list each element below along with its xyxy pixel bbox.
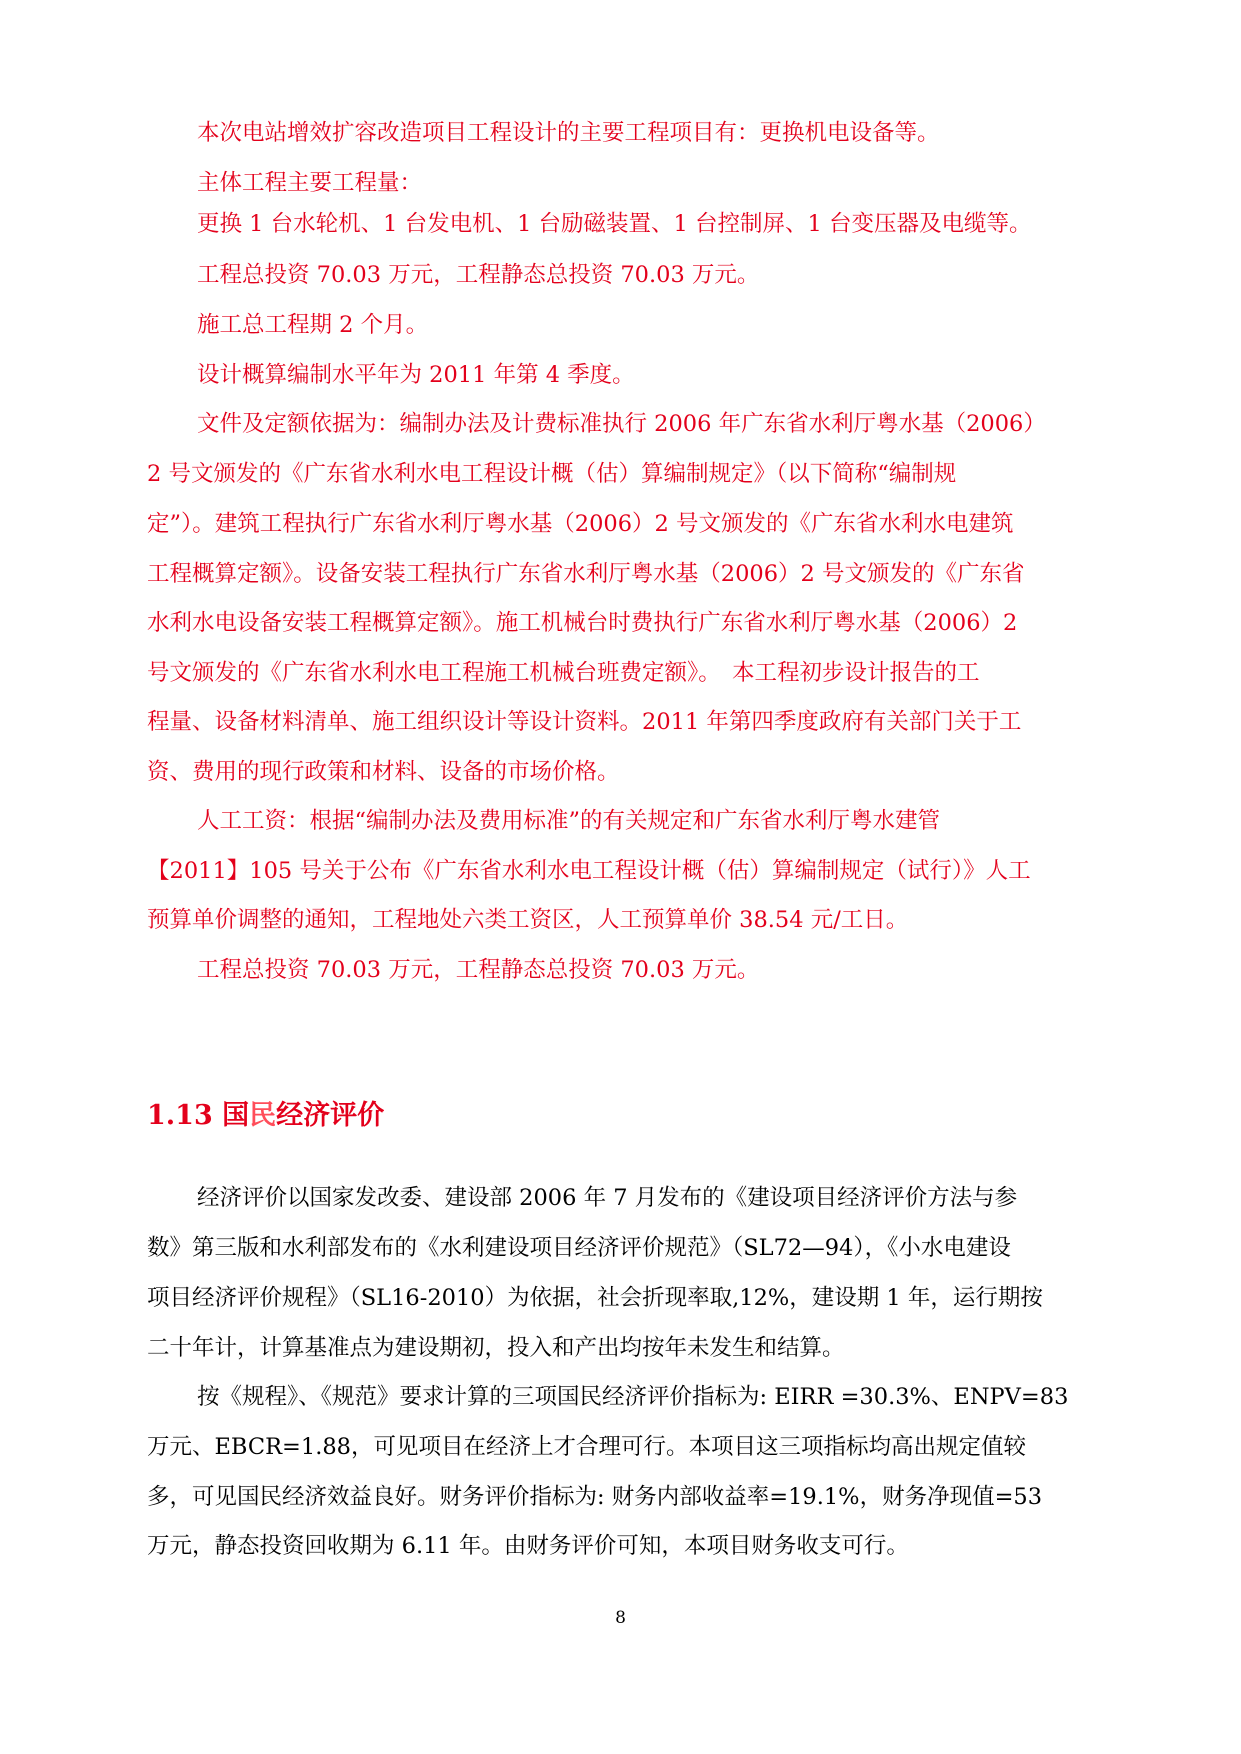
section-title-char: 民 [249,1100,277,1131]
paragraph-labor-wage-line: 预算单价调整的通知，工程地处六类工资区，人工预算单价 38.54 元/工日。 [147,907,909,933]
paragraph-economic-indicators-line: 万元、EBCR=1.88，可见项目在经济上才合理可行。本项目这三项指标均高出规定值较 [147,1434,1026,1460]
paragraph-economic-basis-line: 二十年计，计算基准点为建设期初，投入和产出均按年未发生和结算。 [147,1335,845,1361]
paragraph-economic-basis-line: 经济评价以国家发改委、建设部 2006 年 7 月发布的《建设项目经济评价方法与参 [197,1185,1018,1211]
paragraph-labor-wage-line: 人工工资：根据“编制办法及费用标准”的有关规定和广东省水利厅粤水建管 [197,808,941,834]
section-number: 1.13 [147,1100,213,1131]
paragraph-labor-wage-line: 【2011】105 号关于公布《广东省水利水电工程设计概（估）算编制规定（试行）》人工 [147,858,1031,884]
paragraph-basis-line: 号文颁发的《广东省水利水电工程施工机械台班费定额》。 本工程初步设计报告的工 [147,660,980,686]
paragraph-economic-indicators-line: 万元，静态投资回收期为 6.11 年。由财务评价可知，本项目财务收支可行。 [147,1533,909,1559]
paragraph-economic-basis-line: 数》第三版和水利部发布的《水利建设项目经济评价规范》（SL72—94），《小水电建设 [147,1235,1011,1261]
paragraph-basis-line: 工程概算定额》。设备安装工程执行广东省水利厅粤水基（2006）2 号文颁发的《广东省 [147,561,1025,587]
paragraph-total-investment-repeat: 工程总投资 70.03 万元，工程静态总投资 70.03 万元。 [197,957,760,983]
paragraph-basis-line: 定”）。建筑工程执行广东省水利厅粤水基（2006）2 号文颁发的《广东省水利水电建筑 [147,511,1014,537]
paragraph-total-investment: 工程总投资 70.03 万元，工程静态总投资 70.03 万元。 [197,262,760,288]
paragraph-construction-period: 施工总工程期 2 个月。 [197,312,429,338]
paragraph-basis-line: 文件及定额依据为：编制办法及计费标准执行 2006 年广东省水利厅粤水基（2006） [197,411,1046,437]
page-number: 8 [615,1608,626,1628]
paragraph-basis-line: 水利水电设备安装工程概算定额》。施工机械台时费执行广东省水利厅粤水基（2006）2 [147,610,1018,636]
section-title-rest: 经济评价 [276,1100,385,1131]
paragraph-main-quantities-heading: 主体工程主要工程量： [197,170,423,196]
paragraph-basis-line: 程量、设备材料清单、施工组织设计等设计资料。2011 年第四季度政府有关部门关于工 [147,709,1022,735]
paragraph-economic-basis-line: 项目经济评价规程》（SL16-2010）为依据，社会折现率取,12%，建设期 1 年，运行期按 [147,1285,1043,1311]
paragraph-equipment-list: 更换 1 台水轮机、1 台发电机、1 台励磁装置、1 台控制屏、1 台变压器及电缆等。 [197,211,1032,237]
paragraph-basis-line: 资、费用的现行政策和材料、设备的市场价格。 [147,759,620,785]
section-heading [147,1096,384,1136]
paragraph-economic-indicators-line: 按《规程》、《规范》要求计算的三项国民经济评价指标为: EIRR =30.3%、ENPV=83 [197,1384,1069,1410]
paragraph-budget-year: 设计概算编制水平年为 2011 年第 4 季度。 [197,362,635,388]
paragraph-economic-indicators-line: 多，可见国民经济效益良好。财务评价指标为: 财务内部收益率=19.1%，财务净现值=53 [147,1484,1043,1510]
paragraph-project-items: 本次电站增效扩容改造项目工程设计的主要工程项目有：更换机电设备等。 [197,120,940,146]
paragraph-basis-line: 2 号文颁发的《广东省水利水电工程设计概（估）算编制规定》（以下简称“编制规 [147,461,957,487]
section-title-char: 国 [222,1100,250,1131]
